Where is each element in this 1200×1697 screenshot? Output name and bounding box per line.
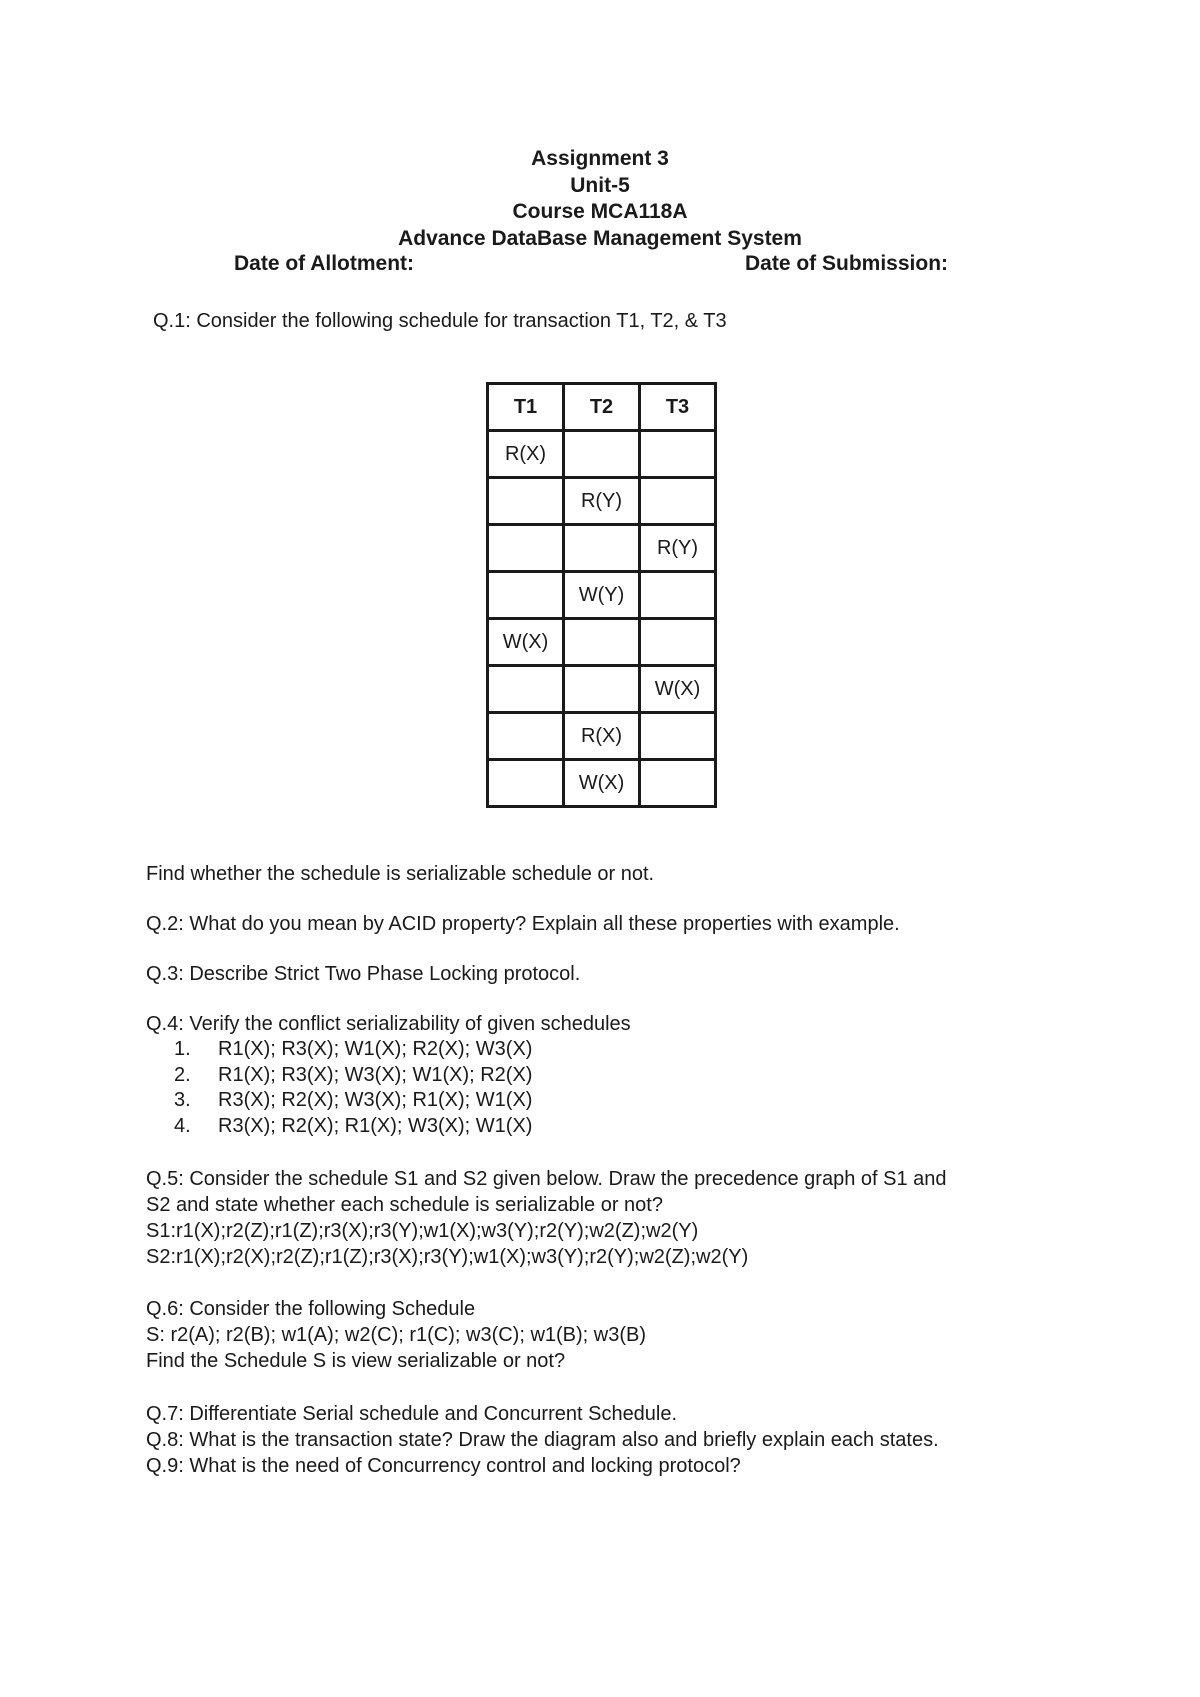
schedule-s2: S2:r1(X);r2(X);r2(Z);r1(Z);r3(X);r3(Y);w1(X);w3(Y);r2(Y);w2(Z);w2(Y) [146, 1246, 749, 1268]
unit-label: Unit-5 [570, 173, 630, 197]
table-row [488, 478, 716, 525]
list-item-text: R3(X); R2(X); R1(X); W3(X); W1(X) [218, 1114, 533, 1137]
table-header-cell: T3 [640, 384, 716, 431]
list-item [174, 1114, 532, 1140]
date-of-allotment: Date of Allotment: [234, 252, 415, 275]
schedule-s1: S1:r1(X);r2(Z);r1(Z);r3(X);r3(Y);w1(X);w3(Y);r2(Y);w2(Z);w2(Y) [146, 1220, 699, 1242]
table-row [488, 619, 716, 666]
table-cell [564, 525, 640, 572]
table-cell: R(X) [564, 713, 640, 760]
list-item-number: 1. [174, 1038, 191, 1060]
table-cell [488, 760, 564, 807]
question-6-line-3: Find the Schedule S is view serializable or not? [146, 1350, 566, 1372]
table-cell [564, 666, 640, 713]
list-item-text: R1(X); R3(X); W1(X); R2(X); W3(X) [218, 1038, 533, 1060]
table-header-cell: T1 [488, 384, 564, 431]
table-header-cell: T2 [564, 384, 640, 431]
table-cell: R(X) [488, 431, 564, 478]
table-cell [488, 666, 564, 713]
schedule-table-header-row [488, 384, 716, 431]
list-item-number: 4. [174, 1114, 191, 1137]
question-4: Q.4: Verify the conflict serializability of given schedules [146, 1013, 631, 1035]
list-item [174, 1063, 532, 1089]
subject-title: Advance DataBase Management System [398, 226, 802, 250]
question-1-instruction: Find whether the schedule is serializable schedule or not. [146, 863, 655, 885]
table-row [488, 431, 716, 478]
table-cell [564, 431, 640, 478]
table-row [488, 760, 716, 807]
table-cell: R(Y) [640, 525, 716, 572]
question-6-line-1: Q.6: Consider the following Schedule [146, 1298, 476, 1320]
schedule-s: S: r2(A); r2(B); w1(A); w2(C); r1(C); w3(C); w1(B); w3(B) [146, 1324, 647, 1346]
list-item-text: R1(X); R3(X); W3(X); W1(X); R2(X) [218, 1063, 533, 1086]
table-cell: R(Y) [564, 478, 640, 525]
question-2: Q.2: What do you mean by ACID property? Explain all these properties with example. [146, 913, 900, 935]
question-3: Q.3: Describe Strict Two Phase Locking protocol. [146, 963, 581, 985]
table-cell [640, 478, 716, 525]
table-cell [488, 713, 564, 760]
list-item [174, 1088, 532, 1114]
schedule-table [486, 382, 717, 808]
table-cell [488, 525, 564, 572]
question-7: Q.7: Differentiate Serial schedule and Concurrent Schedule. [146, 1403, 678, 1425]
list-item [174, 1037, 532, 1063]
question-9: Q.9: What is the need of Concurrency control and locking protocol? [146, 1455, 741, 1477]
course-code: Course MCA118A [512, 200, 688, 223]
list-item-text: R3(X); R2(X); W3(X); R1(X); W1(X) [218, 1089, 533, 1111]
question-1: Q.1: Consider the following schedule for transaction T1, T2, & T3 [153, 310, 727, 332]
table-cell [640, 572, 716, 619]
question-5-line-2: S2 and state whether each schedule is serializable or not? [146, 1194, 663, 1216]
question-8: Q.8: What is the transaction state? Draw the diagram also and briefly explain each states. [146, 1429, 939, 1451]
table-cell [640, 431, 716, 478]
question-5-line-1: Q.5: Consider the schedule S1 and S2 given below. Draw the precedence graph of S1 and [146, 1168, 947, 1190]
schedule-list [174, 1037, 532, 1139]
list-item-number: 2. [174, 1063, 191, 1086]
table-cell [488, 572, 564, 619]
list-item-number: 3. [174, 1089, 191, 1111]
table-row [488, 572, 716, 619]
table-row [488, 713, 716, 760]
document-header [0, 146, 1200, 252]
assignment-title: Assignment 3 [531, 147, 669, 170]
table-cell: W(Y) [564, 572, 640, 619]
table-row [488, 666, 716, 713]
table-cell [564, 619, 640, 666]
table-cell [640, 619, 716, 666]
table-cell: W(X) [640, 666, 716, 713]
table-cell [488, 478, 564, 525]
table-cell: W(X) [564, 760, 640, 807]
table-row [488, 525, 716, 572]
table-cell [640, 713, 716, 760]
table-cell [640, 760, 716, 807]
table-cell: W(X) [488, 619, 564, 666]
date-of-submission: Date of Submission: [745, 252, 949, 275]
